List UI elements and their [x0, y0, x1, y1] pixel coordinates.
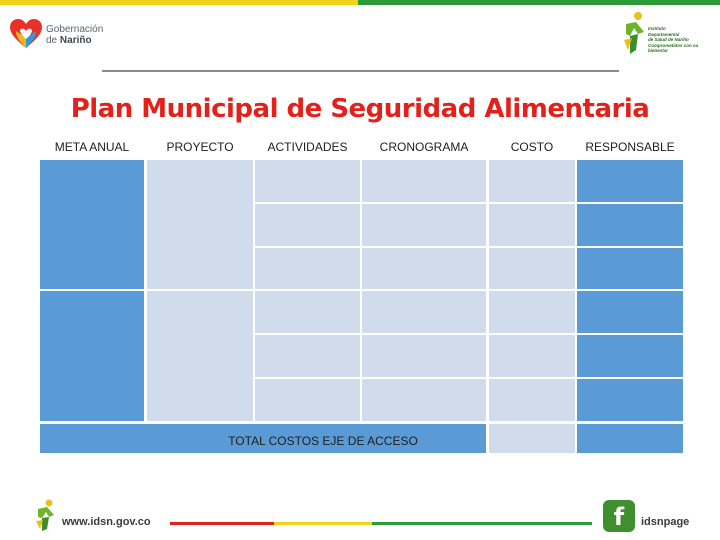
header-divider [102, 70, 619, 72]
idsn-line-4: Comprometidos con su bienestar [648, 42, 699, 53]
strip-green [358, 0, 720, 5]
col-header-costo: COSTO [510, 140, 554, 154]
responsable-cell-6[interactable] [577, 379, 683, 421]
actividades-cell-5[interactable] [255, 335, 360, 377]
cronograma-cell-1[interactable] [362, 160, 486, 202]
meta-anual-cell-2[interactable] [40, 291, 144, 421]
gob-line1: Gobernación [46, 24, 104, 35]
idsn-line-2: Departamental [648, 31, 680, 37]
cronograma-cell-3[interactable] [362, 248, 486, 289]
idsn-footer-figure-icon [34, 498, 60, 532]
proyecto-cell-1[interactable] [147, 160, 253, 289]
costo-cell-6[interactable] [489, 379, 575, 421]
cronograma-cell-6[interactable] [362, 379, 486, 421]
strip-yellow [0, 0, 358, 5]
total-costo-cell[interactable] [489, 424, 575, 453]
costo-cell-2[interactable] [489, 204, 575, 246]
col-header-cronograma: CRONOGRAMA [379, 140, 469, 154]
facebook-icon[interactable]: f [603, 500, 635, 532]
actividades-cell-6[interactable] [255, 379, 360, 421]
footer-line-green [372, 522, 592, 525]
gob-line2-prefix: de [46, 35, 60, 46]
responsable-cell-4[interactable] [577, 291, 683, 333]
col-header-responsable: RESPONSABLE [585, 140, 675, 154]
footer-line-red [170, 522, 274, 525]
total-responsable-cell[interactable] [577, 424, 683, 453]
responsable-cell-3[interactable] [577, 248, 683, 289]
col-header-actividades: ACTIVIDADES [267, 140, 348, 154]
footer-url-link[interactable]: www.idsn.gov.co [62, 516, 151, 528]
col-header-meta-anual: META ANUAL [54, 140, 130, 154]
gob-line2-bold: Nariño [59, 35, 92, 46]
actividades-cell-1[interactable] [255, 160, 360, 202]
responsable-cell-1[interactable] [577, 160, 683, 202]
footer-line-yellow [274, 522, 372, 525]
cronograma-cell-5[interactable] [362, 335, 486, 377]
responsable-cell-2[interactable] [577, 204, 683, 246]
page-title: Plan Municipal de Seguridad Alimentaria [70, 94, 650, 124]
col-header-proyecto: PROYECTO [166, 140, 234, 154]
cronograma-cell-4[interactable] [362, 291, 486, 333]
costo-cell-4[interactable] [489, 291, 575, 333]
actividades-cell-2[interactable] [255, 204, 360, 246]
idsn-text [648, 26, 712, 54]
actividades-cell-3[interactable] [255, 248, 360, 289]
idsn-figure-icon [620, 10, 650, 56]
costo-cell-5[interactable] [489, 335, 575, 377]
idsn-logo [620, 10, 712, 60]
idsn-line-1: Instituto [648, 26, 666, 31]
total-costos-label: TOTAL COSTOS EJE DE ACCESO [228, 434, 418, 448]
costo-cell-3[interactable] [489, 248, 575, 289]
cronograma-cell-2[interactable] [362, 204, 486, 246]
idsn-line-3: de Salud de Nariño [648, 37, 689, 42]
heart-logo-icon [8, 18, 44, 50]
facebook-page-link[interactable]: idsnpage [641, 516, 690, 528]
gobernacion-text [46, 24, 103, 46]
gobernacion-logo [8, 16, 118, 52]
total-row-cell [40, 424, 486, 453]
top-color-strip [0, 0, 720, 5]
costo-cell-1[interactable] [489, 160, 575, 202]
proyecto-cell-2[interactable] [147, 291, 253, 421]
responsable-cell-5[interactable] [577, 335, 683, 377]
actividades-cell-4[interactable] [255, 291, 360, 333]
meta-anual-cell-1[interactable] [40, 160, 144, 289]
